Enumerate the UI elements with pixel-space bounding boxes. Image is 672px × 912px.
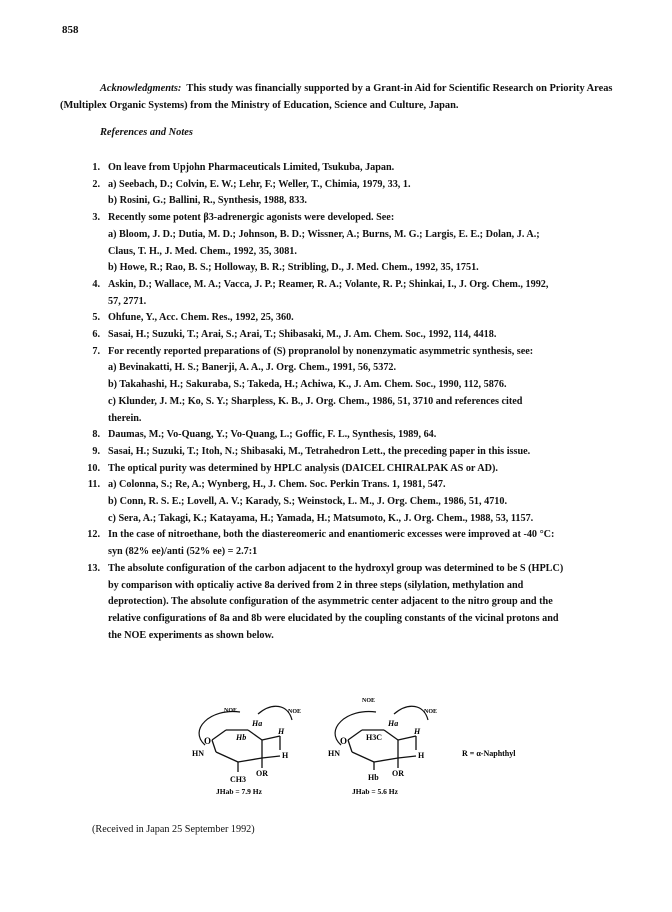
- references-heading: References and Notes: [100, 127, 193, 138]
- right-h2-label: H: [418, 751, 425, 760]
- reference-body: [108, 344, 620, 428]
- acknowledgment: [60, 80, 620, 114]
- reference-line: syn (82% ee)/anti (52% ee) = 2.7:1: [108, 546, 258, 558]
- reference-number: 2.: [92, 178, 100, 190]
- reference-body: [108, 310, 620, 327]
- right-hb-label: Hb: [368, 773, 379, 782]
- reference-body: [108, 527, 620, 560]
- reference-number: 5.: [92, 312, 100, 324]
- reference-item: [62, 561, 620, 645]
- acknowledgment-text: This study was financially supported by a Grant-in Aid for Scientific Research on Priority Areas (Multiplex Organic Systems) from the Ministry of Education, Science and Culture, Japan.: [60, 83, 613, 111]
- reference-body: [108, 477, 620, 527]
- reference-body: [108, 461, 620, 478]
- reference-body: [108, 160, 620, 177]
- reference-line: Sasai, H.; Suzuki, T.; Arai, S.; Arai, T.; Shibasaki, M., J. Am. Chem. Soc., 1992, 114, 4418.: [108, 329, 497, 341]
- reference-line: b) Conn, R. S. E.; Lovell, A. V.; Karady, S.; Weinstock, L. M., J. Org. Chem., 1986, 51, 4710.: [108, 496, 508, 508]
- reference-number: 1.: [92, 162, 100, 173]
- right-noe-2: NOE: [424, 709, 438, 715]
- reference-item: [62, 461, 620, 478]
- structure-left: [192, 706, 301, 795]
- reference-line: a) Seebach, D.; Colvin, E. W.; Lehr, F.; Weller, T., Chimia, 1979, 33, 1.: [108, 178, 411, 190]
- right-o-label: O: [340, 736, 348, 746]
- reference-number: 4.: [92, 278, 100, 290]
- left-h1-label: H: [278, 727, 285, 736]
- reference-number: 7.: [92, 345, 100, 357]
- reference-line: therein.: [108, 412, 142, 424]
- reference-body: [108, 277, 620, 310]
- reference-item: [62, 527, 620, 560]
- reference-line: by comparison with opticaliy active 8a derived from 2 in three steps (silylation, methylation and: [108, 579, 524, 591]
- reference-number: 10.: [87, 462, 100, 474]
- right-h3c-label: H3C: [366, 733, 382, 742]
- reference-body: [108, 427, 620, 444]
- reference-number: 8.: [92, 429, 100, 441]
- reference-body: [108, 561, 620, 645]
- left-or-label: OR: [256, 769, 268, 778]
- reference-line: Ohfune, Y., Acc. Chem. Res., 1992, 25, 360.: [108, 312, 294, 324]
- reference-line: a) Bloom, J. D.; Dutia, M. D.; Johnson, B. D.; Wissner, A.; Burns, M. G.; Largis, E. E.; Dolan, J. A.;: [108, 228, 540, 240]
- reference-line: The optical purity was determined by HPLC analysis (DAICEL CHIRALPAK AS or AD).: [108, 462, 498, 474]
- left-noe-1: NOE: [224, 708, 238, 714]
- acknowledgment-heading: Acknowledgments:: [100, 83, 182, 94]
- reference-item: [62, 427, 620, 444]
- r-definition: R = α-Naphthyl: [462, 749, 516, 758]
- received-date: (Received in Japan 25 September 1992): [92, 824, 255, 835]
- reference-body: [108, 444, 620, 461]
- left-ha-label: Ha: [252, 719, 263, 728]
- structure-right: [328, 698, 437, 795]
- right-ha-label: Ha: [388, 719, 399, 728]
- references-list: [62, 160, 620, 644]
- reference-line: deprotection). The absolute configuration of the asymmetric center adjacent to the nitro group and the: [108, 596, 553, 608]
- reference-line: 57, 2771.: [108, 295, 147, 307]
- reference-line: b) Takahashi, H.; Sakuraba, S.; Takeda, H.; Achiwa, K., J. Am. Chem. Soc., 1990, 112, 5876.: [108, 379, 507, 391]
- page-number: 858: [62, 24, 79, 36]
- reference-line: c) Klunder, J. M.; Ko, S. Y.; Sharpless, K. B., J. Org. Chem., 1986, 51, 3710 and references cited: [108, 395, 523, 407]
- reference-item: [62, 177, 620, 210]
- right-noe-1: NOE: [362, 698, 376, 704]
- reference-item: [62, 444, 620, 461]
- left-ch3-label: CH3: [230, 775, 246, 784]
- reference-line: Daumas, M.; Vo-Quang, Y.; Vo-Quang, L.; Goffic, F. L., Synthesis, 1989, 64.: [108, 429, 437, 441]
- reference-item: [62, 327, 620, 344]
- noe-structures-svg: [180, 690, 620, 795]
- reference-number: 3.: [92, 212, 100, 224]
- left-noe-2: NOE: [288, 709, 302, 715]
- reference-line: For recently reported preparations of (S) propranolol by nonenzymatic asymmetric synthesis, see:: [108, 345, 534, 357]
- reference-line: The absolute configuration of the carbon adjacent to the hydroxyl group was determined to be S (HPLC): [108, 562, 564, 574]
- reference-body: [108, 210, 620, 277]
- reference-line: Askin, D.; Wallace, M. A.; Vacca, J. P.; Reamer, R. A.; Volante, R. P.; Shinkai, I., J. Org. Chem., 1992,: [108, 278, 549, 290]
- noe-figure: [180, 690, 620, 795]
- left-o-label: O: [204, 736, 212, 746]
- reference-number: 13.: [87, 562, 100, 574]
- reference-item: [62, 344, 620, 428]
- reference-line: a) Colonna, S.; Re, A.; Wynberg, H., J. Chem. Soc. Perkin Trans. 1, 1981, 547.: [108, 479, 446, 491]
- reference-item: [62, 477, 620, 527]
- right-or-label: OR: [392, 769, 404, 778]
- right-hn-label: HN: [328, 749, 340, 758]
- reference-number: 9.: [92, 445, 100, 457]
- reference-item: [62, 160, 620, 177]
- reference-number: 11.: [87, 479, 100, 491]
- right-coupling-constant: JHab = 5.6 Hz: [352, 787, 398, 795]
- reference-line: relative configurations of 8a and 8b were elucidated by the coupling constants of the vicinal protons and: [108, 612, 559, 624]
- reference-line: c) Sera, A.; Takagi, K.; Katayama, H.; Yamada, H.; Matsumoto, K., J. Org. Chem., 1988, 53, 1157.: [108, 512, 534, 524]
- reference-line: the NOE experiments as shown below.: [108, 629, 274, 641]
- left-hb-label: Hb: [236, 733, 247, 742]
- right-h1-label: H: [414, 727, 421, 736]
- reference-line: b) Rosini, G.; Ballini, R., Synthesis, 1988, 833.: [108, 195, 307, 207]
- reference-item: [62, 310, 620, 327]
- reference-number: 6.: [92, 329, 100, 341]
- reference-body: [108, 177, 620, 210]
- reference-item: [62, 210, 620, 277]
- reference-line: In the case of nitroethane, both the diastereomeric and enantiomeric excesses were improved at -40 °C:: [108, 529, 555, 541]
- reference-line: Recently some potent β3-adrenergic agonists were developed. See:: [108, 212, 395, 224]
- reference-line: b) Howe, R.; Rao, B. S.; Holloway, B. R.; Stribling, D., J. Med. Chem., 1992, 35, 1751.: [108, 262, 479, 274]
- reference-number: 12.: [87, 529, 100, 541]
- left-h2-label: H: [282, 751, 289, 760]
- reference-item: [62, 277, 620, 310]
- left-hn-label: HN: [192, 749, 204, 758]
- reference-line: Sasai, H.; Suzuki, T.; Itoh, N.; Shibasaki, M., Tetrahedron Lett., the preceding paper in this issue.: [108, 445, 531, 457]
- left-coupling-constant: JHab = 7.9 Hz: [216, 787, 262, 795]
- reference-line: Claus, T. H., J. Med. Chem., 1992, 35, 3081.: [108, 245, 297, 257]
- reference-line: On leave from Upjohn Pharmaceuticals Limited, Tsukuba, Japan.: [108, 162, 395, 173]
- reference-line: a) Bevinakatti, H. S.; Banerji, A. A., J. Org. Chem., 1991, 56, 5372.: [108, 362, 397, 374]
- reference-body: [108, 327, 620, 344]
